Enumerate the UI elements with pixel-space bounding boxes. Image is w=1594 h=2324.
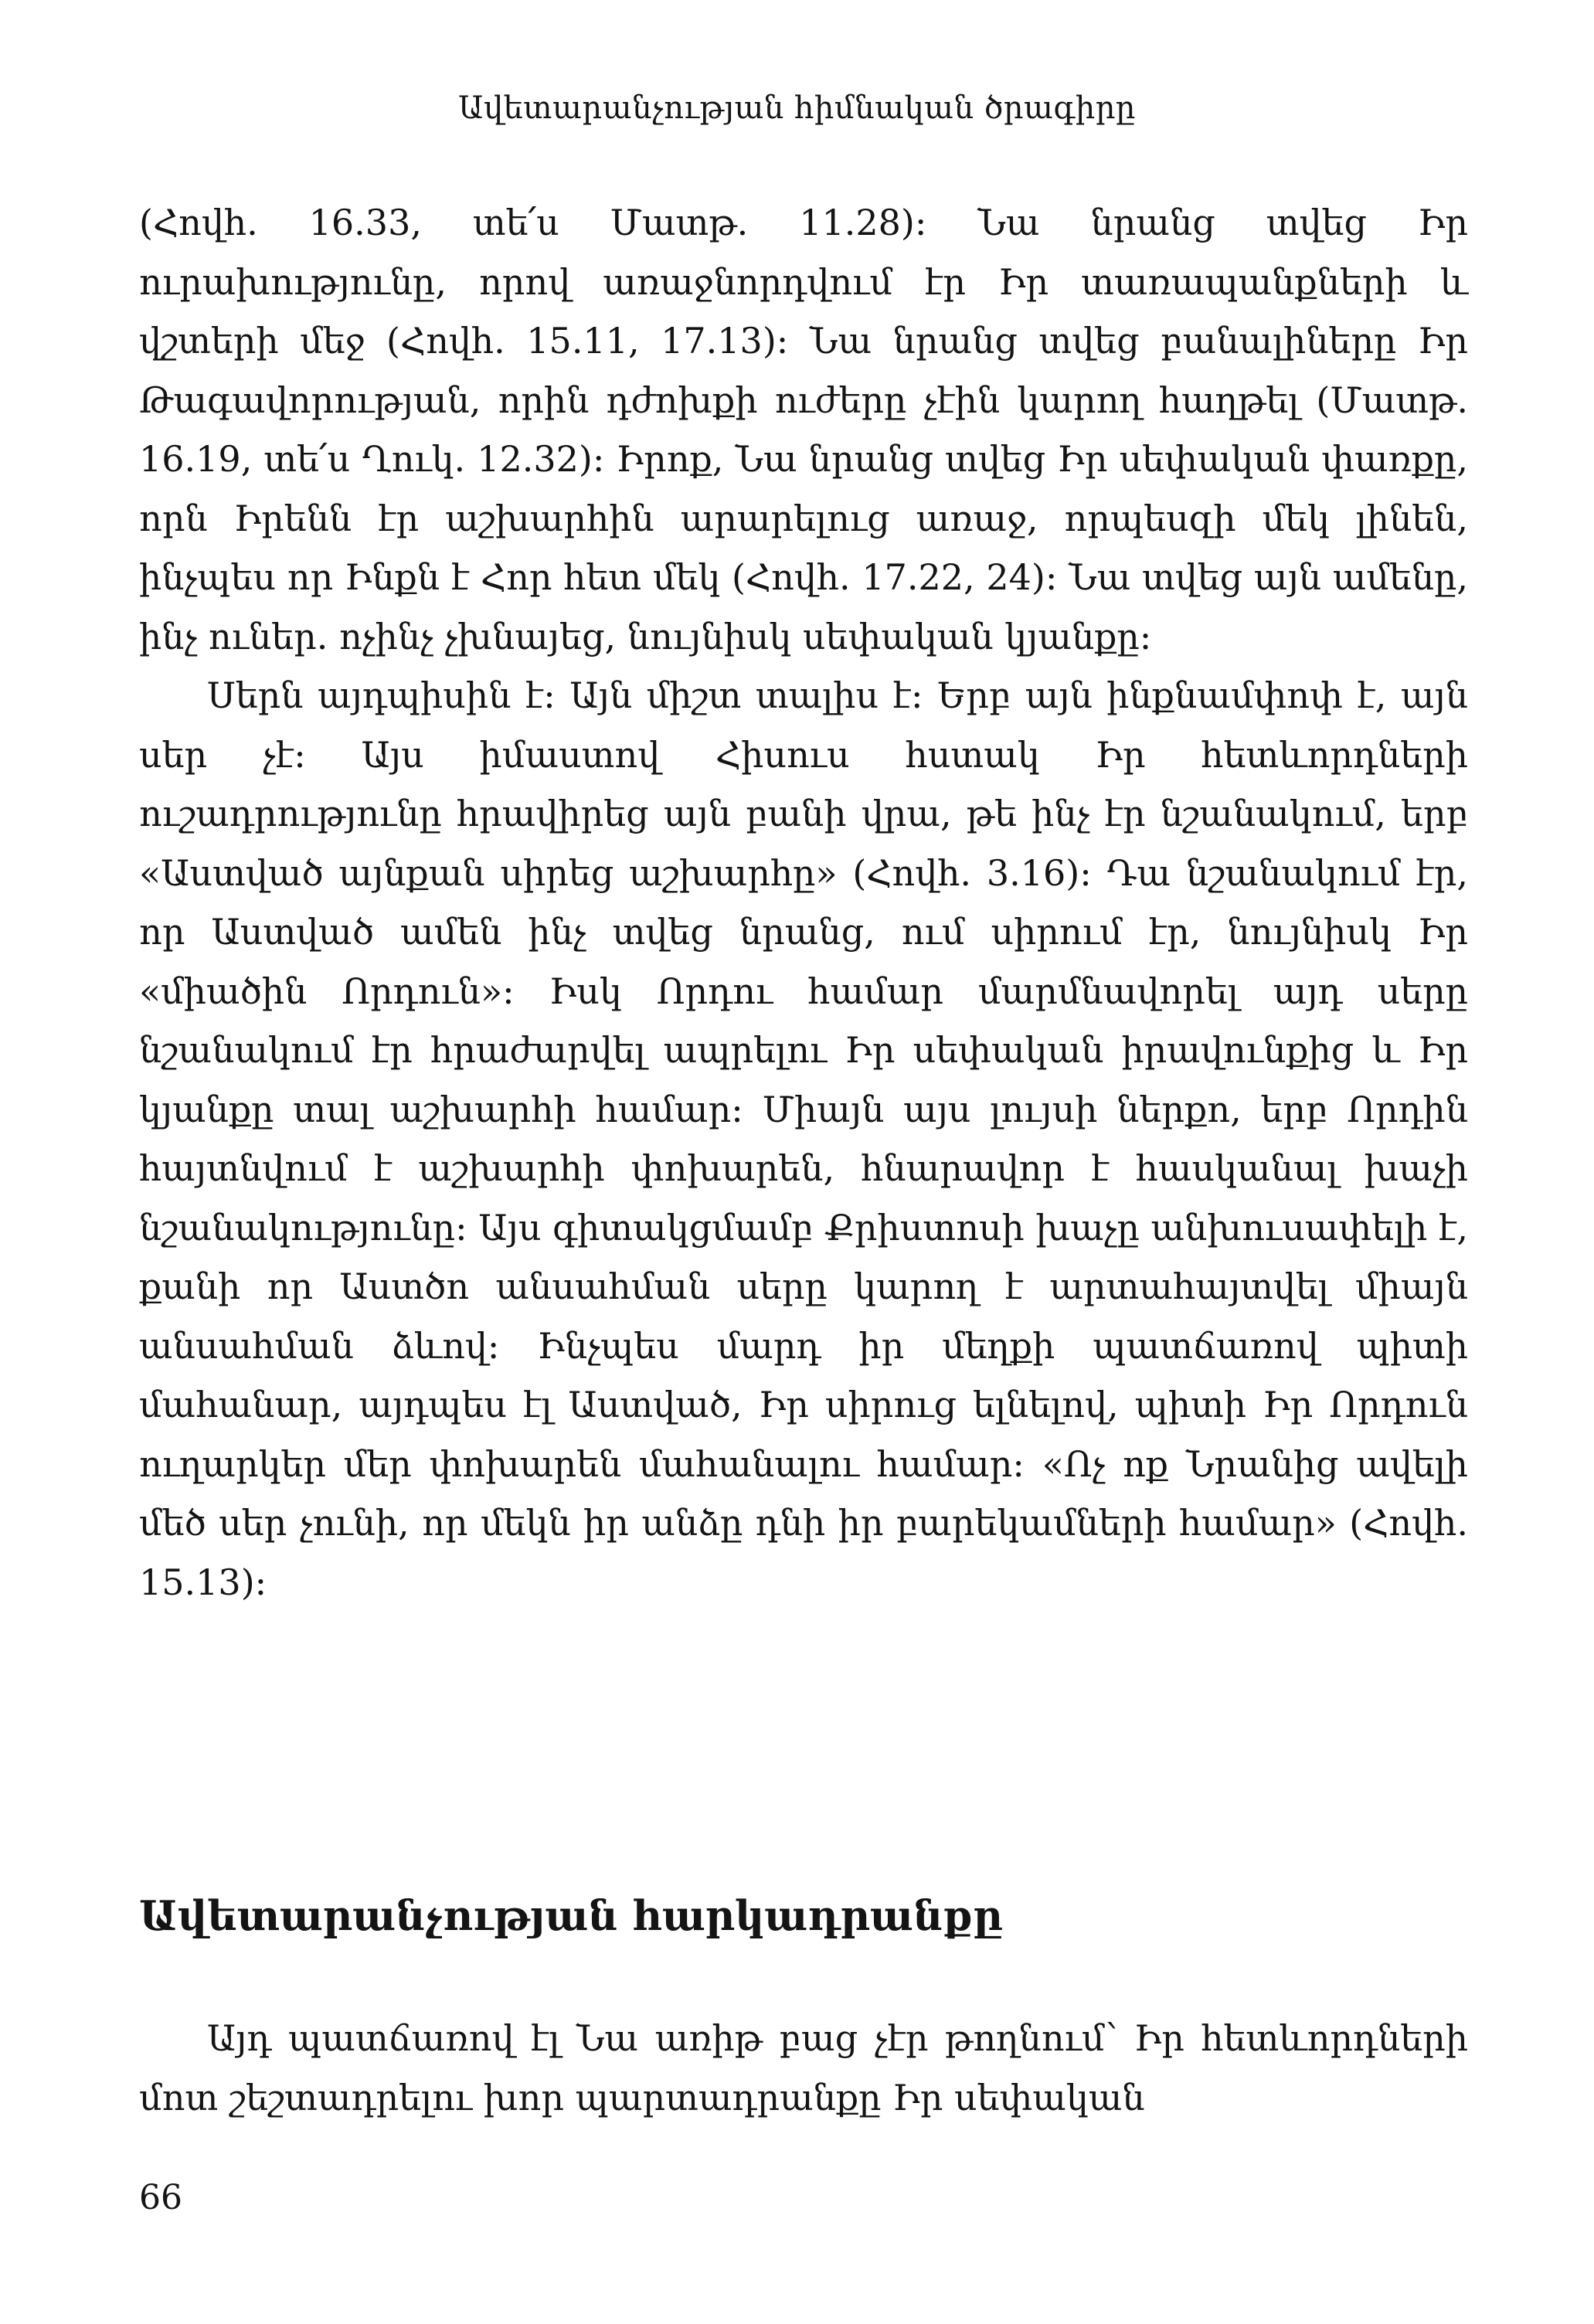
section-heading: Ավետարանչության հարկադրանքը — [139, 1892, 1003, 1940]
section-paragraph: Այդ պատճառով էլ Նա առիթ բաց չէր թողնում՝ Իր հետևորդների մոտ շեշտադրելու խոր պարտադրանքը Իր սեփական — [139, 2017, 1468, 2118]
paragraph-continuation: (Հովհ. 16.33, տե՛ս Մատթ. 11.28)։ Նա նրանց տվեց Իր ուրախությունը, որով առաջնորդվում էր Իր տառապանքների և վշտերի մեջ (Հովհ. 15.11, 17.13)։ Նա նրանց տվեց բանալիները Իր Թագավորության, որին դժոխքի ուժերը չէին կարող հաղթել (Մատթ. 16.19, տե՛ս Ղուկ. 12.32)։ Իրոք, Նա նրանց տվեց Իր սեփական փառքը, որն Իրենն էր աշխարհին արարելուց առաջ, որպեսզի մեկ լինեն, ինչպես որ Ինքն է Հոր հետ մեկ (Հովհ. 17.22, 24)։ Նա տվեց այն ամենը, ինչ ուներ. ոչինչ չխնայեց, նույնիսկ սեփական կյանքը։ — [139, 202, 1468, 657]
page-number: 66 — [139, 2178, 182, 2217]
running-head: Ավետարանչության հիմնական ծրագիրը — [458, 90, 1136, 126]
paragraph-love-gives: Սերն այդպիսին է։ Այն միշտ տալիս է։ Երբ այն ինքնամփոփ է, այն սեր չէ։ Այս իմաստով Հիսուս հստակ Իր հետևորդների ուշադրությունը հրավիրեց այն բանի վրա, թե ինչ էր նշանակում, երբ «Աստված այնքան սիրեց աշխարհը» (Հովհ. 3.16)։ Դա նշանակում էր, որ Աստված ամեն ինչ տվեց նրանց, ում սիրում էր, նույնիսկ Իր «միածին Որդուն»։ Իսկ Որդու համար մարմնավորել այդ սերը նշանակում էր հրաժարվել ապրելու Իր սեփական իրավունքից և Իր կյանքը տալ աշխարհի համար։ Միայն այս լույսի ներքո, երբ Որդին հայտնվում է աշխարհի փոխարեն, հնարավոր է հասկանալ խաչի նշանակությունը։ Այս գիտակցմամբ Քրիստոսի խաչը անխուսափելի է, քանի որ Աստծո անսահման սերը կարող է արտահայտվել միայն անսահման ձևով։ Ինչպես մարդ իր մեղքի պատճառով պիտի մահանար, այդպես էլ Աստված, Իր սիրուց ելնելով, պիտի Իր Որդուն ուղարկեր մեր փոխարեն մահանալու համար։ «Ոչ ոք Նրանից ավելի մեծ սեր չունի, որ մեկն իր անձը դնի իր բարեկամների համար» (Հովհ. 15.13)։ — [139, 674, 1468, 1603]
body-text — [139, 193, 1468, 1612]
section-text — [139, 2009, 1468, 2127]
